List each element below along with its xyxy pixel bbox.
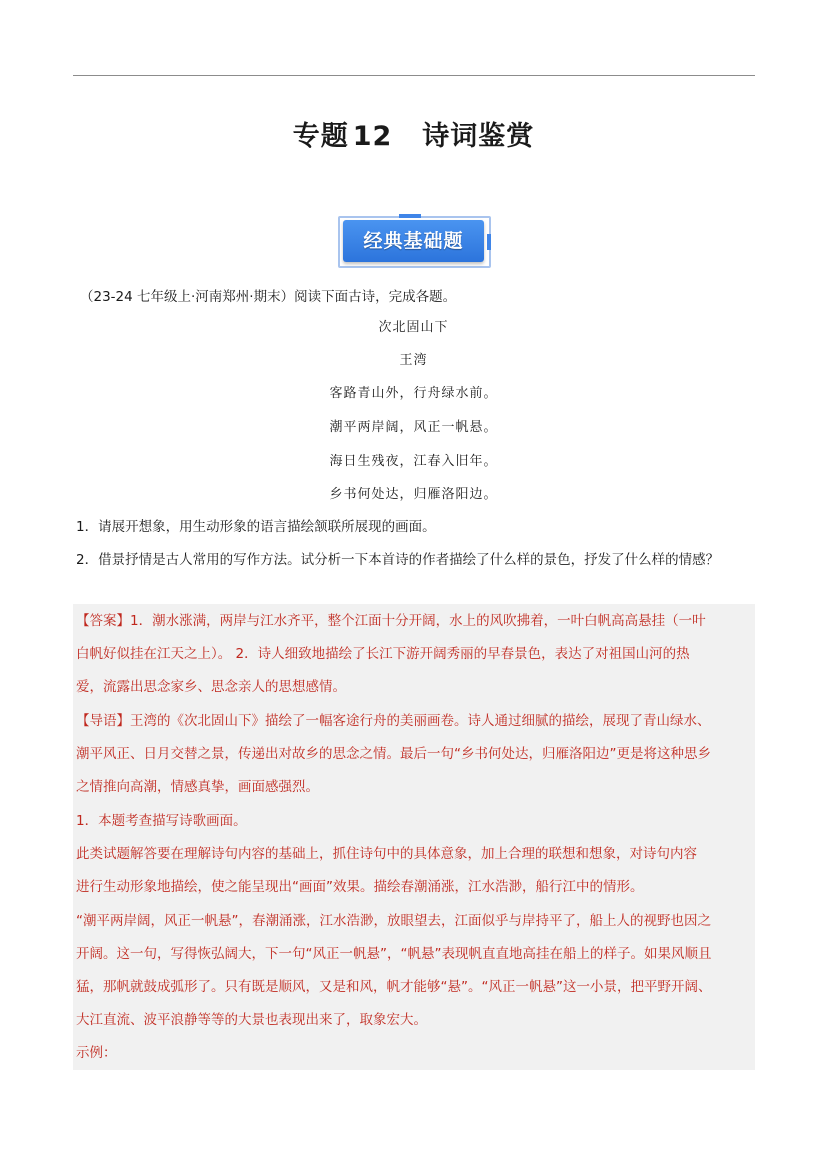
poem-title: 次北固山下 bbox=[378, 320, 449, 335]
poem-line: 客路青山外，行舟绿水前。 bbox=[329, 386, 498, 401]
section-badge bbox=[336, 214, 493, 270]
answer-line: “潮平两岸阔，风正一帆悬”，春潮涌涨，江水浩渺，放眼望去，江面似乎与岸持平了，船上人的视野也因之 bbox=[76, 913, 711, 929]
answer-line: 潮平风正、日月交替之景，传递出对故乡的思念之情。最后一句“乡书何处达，归雁洛阳边”更是将这种思乡 bbox=[76, 746, 711, 762]
header-rule bbox=[73, 75, 755, 76]
answer-line: 白帆好似挂在江天之上）。 2．诗人细致地描绘了长江下游开阔秀丽的早春景色，表达了对祖国山河的热 bbox=[76, 646, 690, 662]
answer-line: 【导语】王湾的《次北固山下》描绘了一幅客途行舟的美丽画卷。诗人通过细腻的描绘，展现了青山绿水、 bbox=[76, 713, 711, 729]
answer-line: 【答案】1．潮水涨满，两岸与江水齐平，整个江面十分开阔，水上的风吹拂着，一叶白帆高高悬挂（一叶 bbox=[76, 613, 706, 629]
poem-line: 潮平两岸阔，风正一帆悬。 bbox=[329, 420, 498, 435]
answer-line: 此类试题解答要在理解诗句内容的基础上，抓住诗句中的具体意象，加上合理的联想和想象，对诗句内容 bbox=[76, 846, 697, 862]
answer-line: 示例： bbox=[76, 1045, 117, 1061]
answer-line: 1．本题考查描写诗歌画面。 bbox=[76, 813, 247, 829]
title-name: 诗词鉴赏 bbox=[422, 121, 535, 152]
badge-corner-top bbox=[399, 214, 421, 218]
badge-body bbox=[343, 220, 484, 262]
badge-label: 经典基础题 bbox=[363, 230, 464, 252]
answer-line: 开阔。这一句，写得恢弘阔大，下一句“风正一帆悬”，“帆悬”表现帆直直地高挂在船上的样子。如果风顺且 bbox=[76, 946, 712, 962]
answer-line: 爱，流露出思念家乡、思念亲人的思想感情。 bbox=[76, 679, 346, 695]
poem-author: 王湾 bbox=[399, 353, 428, 368]
poem-line: 乡书何处达，归雁洛阳边。 bbox=[329, 487, 498, 502]
question-2: 2．借景抒情是古人常用的写作方法。试分析一下本首诗的作者描绘了什么样的景色，抒发了什么样的情感？ bbox=[76, 552, 720, 568]
title-number: 12 bbox=[352, 121, 393, 152]
answer-line: 大江直流、波平浪静等等的大景也表现出来了，取象宏大。 bbox=[76, 1012, 427, 1028]
badge-corner-right bbox=[487, 234, 491, 250]
page-title bbox=[0, 114, 827, 153]
question-1: 1．请展开想象，用生动形象的语言描绘颔联所展现的画面。 bbox=[76, 519, 436, 535]
intro-text: （23-24 七年级上·河南郑州·期末）阅读下面古诗，完成各题。 bbox=[80, 289, 457, 305]
poem-line: 海日生残夜，江春入旧年。 bbox=[329, 454, 498, 469]
answer-line: 之情推向高潮，情感真挚，画面感强烈。 bbox=[76, 779, 319, 795]
answer-line: 进行生动形象地描绘，使之能呈现出“画面”效果。描绘春潮涌涨，江水浩渺，船行江中的情形。 bbox=[76, 879, 644, 895]
answer-line: 猛，那帆就鼓成弧形了。只有既是顺风，又是和风，帆才能够“悬”。“风正一帆悬”这一小景，把平野开阔、 bbox=[76, 979, 712, 995]
title-prefix: 专题 bbox=[292, 121, 349, 152]
